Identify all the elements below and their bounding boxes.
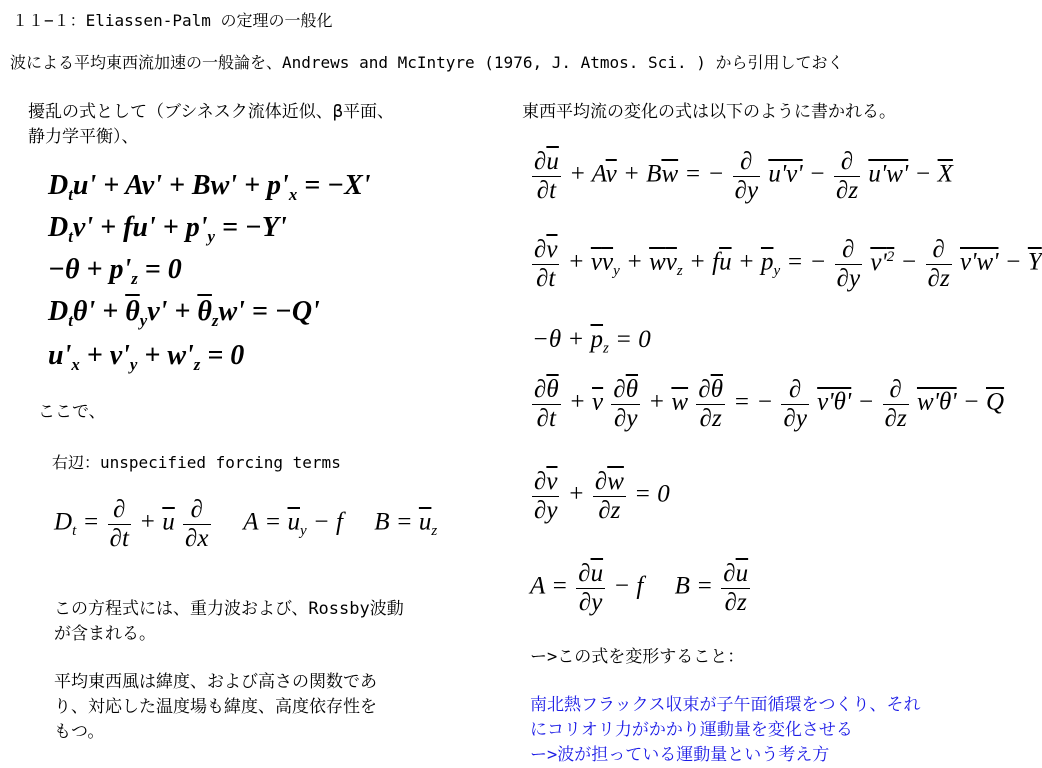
perturbation-heading xyxy=(28,100,394,150)
mean-eq-theta: $\frac{\partial\overline{\theta}}{\partial t}$ + $\overline{v}$ $\frac{\partial\overline{\theta}}{\partial y}$ + $\overline{w}$ $\frac{\partial\overline{\theta}}{\partial z}$ = − $\frac{\partial}{\partial y}$ v'θ' − $\frac{\partial}{\partial z}$ $w'\theta' - \overline{Q}$ xyxy=(534,376,1005,432)
mean-flow-heading: 東西平均流の変化の式は以下のように書かれる。 xyxy=(522,102,896,122)
waves-note-line1: この方程式には、重力波および、Rossby波動 xyxy=(54,599,404,619)
mean-eq-u: $\frac{\partial\overline{u}}{\partial t}$ + $A\overline{v} + B\overline{w}$ = − $\frac{\partial}{\partial y}$ u'v' − $\frac{\partial}{\partial z}$ $u'w' - \overline{X}$ xyxy=(534,148,953,204)
operator-definitions: $D_t$ = $\frac{\partial}{\partial t}$ + $\overline{u}$ $\frac{\partial}{\partial x}$ $A = \overline{u}_y - f$ $B = \overline{u}_z$ xyxy=(54,496,438,552)
intro-text: 波による平均東西流加速の一般論を、Andrews and McIntyre (1976, J. Atmos. Sci. ) から引用しておく xyxy=(10,53,844,72)
page-title: １１−１：Eliassen-Palm の定理の一般化 xyxy=(12,11,333,30)
mean-wind-note-line1: 平均東西風は緯度、および高さの関数であ xyxy=(54,672,377,692)
rhs-note: 右辺：unspecified forcing terms xyxy=(52,453,341,472)
partial-x-fraction: $\frac{\partial}{\partial x}$ xyxy=(185,496,209,552)
perturbation-eq-hydrostatic: $-\theta + p'_z = 0$ xyxy=(48,254,182,288)
mean-wind-note-line2: り、対応した温度場も緯度、高度依存性を xyxy=(54,697,377,717)
mean-wind-note xyxy=(54,670,377,745)
perturbation-eq-v: $D_tv' + fu' + p'_y = -Y'$ xyxy=(48,212,287,246)
perturbation-heading-line2: 静力学平衡）、 xyxy=(28,127,139,147)
waves-note xyxy=(54,597,404,647)
interpretation-line1: 南北熱フラックス収束が子午面循環をつくり、それ xyxy=(530,695,921,715)
waves-note-line2: が含まれる。 xyxy=(54,624,156,644)
perturbation-eq-continuity: $u'_x + v'_y + w'_z = 0$ xyxy=(48,340,245,374)
mean-eq-v: $\frac{\partial\overline{v}}{\partial t}$ + $\overline{v}\overline{v}_y + \overline{w}\overline{v}_z + f\overline{u} + \overline{p}_y$ = − $\frac{\partial}{\partial y}$ $v'^2$ − $\frac{\partial}{\partial z}$ $v'w' - \overline{Y}$ xyxy=(534,236,1042,292)
transform-note: ー>この式を変形すること： xyxy=(530,647,745,667)
koko-de-text: ここで、 xyxy=(38,402,106,422)
interpretation-note xyxy=(530,693,921,768)
perturbation-eq-theta: $D_t\theta' + \overline{\theta}_yv' + \overline{\theta}_zw' = -Q'$ xyxy=(48,296,320,330)
perturbation-eq-u: $D_tu' + Av' + Bw' + p'_x = -X'$ xyxy=(48,170,371,204)
mean-eq-hydrostatic: $-\theta + \overline{p}_z = 0$ xyxy=(532,326,651,357)
interpretation-line2: にコリオリ力がかかり運動量を変化させる xyxy=(530,720,853,740)
mean-eq-ab-definitions: A = $\frac{\partial\overline{u}}{\partial y}$ − f B = $\frac{\partial\overline{u}}{\partial z}$ xyxy=(530,560,749,616)
partial-t-fraction: $\frac{\partial}{\partial t}$ xyxy=(109,496,129,552)
mean-wind-note-line3: もつ。 xyxy=(54,722,105,742)
mean-eq-continuity: $\frac{\partial\overline{v}}{\partial y}$ + $\frac{\partial\overline{w}}{\partial z}$ = 0 xyxy=(534,468,670,524)
interpretation-line3: ー>波が担っている運動量という考え方 xyxy=(530,745,830,765)
perturbation-heading-line1: 擾乱の式として（ブシネスク流体近似、β平面、 xyxy=(28,102,395,122)
